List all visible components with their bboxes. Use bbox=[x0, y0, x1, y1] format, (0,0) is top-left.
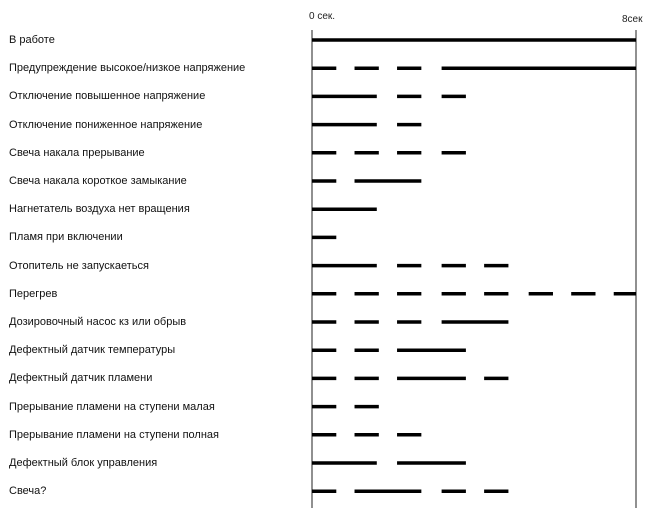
row-label: Нагнетатель воздуха нет вращения bbox=[9, 203, 190, 216]
row-label: Предупреждение высокое/низкое напряжение bbox=[9, 62, 246, 75]
row-label: Прерывание пламени на ступени малая bbox=[9, 400, 215, 413]
row-label: Перегрев bbox=[9, 287, 58, 300]
row-label: Пламя при включении bbox=[9, 231, 123, 244]
row-label: Отключение пониженное напряжение bbox=[9, 118, 203, 131]
row-label: Дефектный датчик пламени bbox=[9, 372, 153, 385]
row-label: В работе bbox=[9, 34, 55, 46]
row-label: Дефектный блок управления bbox=[9, 457, 158, 469]
row-label: Дозировочный насос кз или обрыв bbox=[9, 316, 187, 328]
row-label: Отключение повышенное напряжение bbox=[9, 90, 206, 103]
axis-end-label: 8сек bbox=[622, 14, 643, 25]
row-label: Свеча? bbox=[9, 485, 47, 498]
row-label: Отопитель не запускаеться bbox=[9, 259, 149, 272]
row-label: Дефектный датчик температуры bbox=[9, 344, 176, 357]
axis-start-label: 0 сек. bbox=[309, 11, 336, 22]
row-label: Прерывание пламени на ступени полная bbox=[9, 428, 220, 441]
row-label: Свеча накала короткое замыкание bbox=[9, 175, 187, 187]
row-label: Свеча накала прерывание bbox=[9, 146, 145, 159]
